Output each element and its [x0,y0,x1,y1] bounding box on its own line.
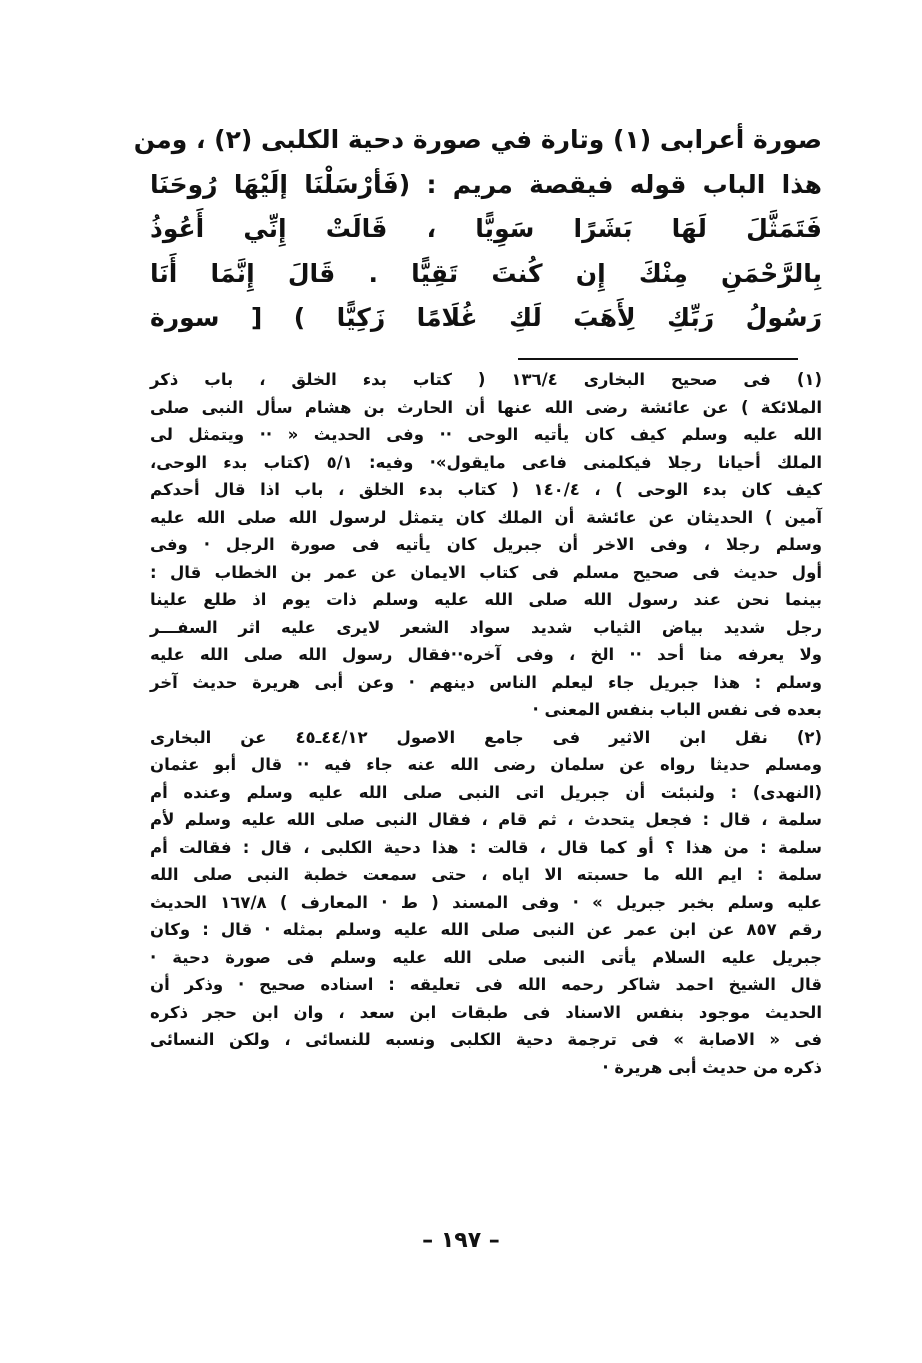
footnote-separator-rule [518,358,798,360]
footnote-line: أول حديث فى صحيح مسلم فى كتاب الايمان عن عمر بن الخطاب قال : [150,562,822,582]
footnote-line: الحديث موجود بنفس الاسناد فى طبقات ابن سعد ، وان ابن حجر ذكره [150,1002,822,1022]
footnotes-block [150,366,822,1081]
footnote-line: وسلم رجلا ، وفى الاخر أن جبريل كان يأتيه فى صورة الرجل · وفى [150,535,822,554]
footnote-line: وسلم : هذا جبريل جاء ليعلم الناس دينهم · وعن أبى هريرة حديث آخر [150,672,822,692]
main-text-line: هذا الباب قوله فيقصة مريم : (فَأرْسَلْنَا إلَيْهَا رُوحَنَا [150,169,822,199]
footnote-line: ذكره من حديث أبى هريرة · [602,1057,822,1077]
footnote-line: فى « الاصابة » فى ترجمة دحية الكلبى ونسبه للنسائى ، ولكن النسائى [150,1030,822,1049]
footnote-line: ولا يعرفه منا أحد ·· الخ ، وفى آخره··فقال رسول الله صلى الله عليه [150,645,822,664]
main-text-line: فَتَمَثَّلَ لَهَا بَشَرًا سَوِيًّا ، قَالَتْ إِنِّي أَعُوذُ [150,214,822,243]
footnote-line: قال الشيخ احمد شاكر رحمه الله فى تعليقه : اسناده صحيح · وذكر أن [150,975,822,994]
footnote-line: الملائكة ) عن عائشة رضى الله عنها أن الحارث بن هشام سأل النبى صلى [150,397,822,417]
footnote-line: عليه وسلم بخبر جبريل » · وفى المسند ( ط · المعارف ) ١٦٧/٨ الحديث [150,892,822,912]
footnote-line: بعده فى نفس الباب بنفس المعنى · [532,700,822,719]
footnote-line: رقم ٨٥٧ عن ابن عمر عن النبى صلى الله عليه وسلم بمثله · قال : وكان [150,920,822,939]
footnote-line: سلمة : من هذا ؟ أو كما قال ، قالت : هذا دحية الكلبى ، قال : فقالت أم [150,837,822,857]
footnote-line: (٢) نقل ابن الاثير فى جامع الاصول ٤٤/١٢ـ٤٥ عن البخارى [150,727,823,747]
footnote-line: بينما نحن عند رسول الله صلى الله عليه وسلم ذات يوم اذ طلع علينا [150,590,822,609]
footnote-line: (النهدى) : ولنبئت أن جبريل اتى النبى صلى الله عليه وسلم وعنده أم [150,782,822,802]
main-text-line: رَسُولُ رَبِّكِ لِأَهَبَ لَكِ غُلَامًا زَكِيًّا ) [ سورة [150,303,822,332]
footnote-line: رجل شديد بياض الثياب شديد سواد الشعر لايرى عليه اثر السفـــر [150,617,822,637]
main-text-block [133,118,822,341]
footnote-line: جبريل عليه السلام يأتى النبى صلى الله عليه وسلم فى صورة دحية · [150,947,822,967]
footnote-line: آمين ) الحديثان عن عائشة أن الملك كان يتمثل لرسول الله صلى الله عليه [150,507,822,527]
footnote-line: ومسلم حديثا رواه عن سلمان رضى الله عنه جاء فيه ·· قال أبو عثمان [150,755,822,774]
footnote-line: (١) فى صحيح البخارى ١٣٦/٤ ( كتاب بدء الخلق ، باب ذكر [150,370,822,389]
footnote-line: كيف كان بدء الوحى ) ، ١٤٠/٤ ( كتاب بدء الخلق ، باب اذا قال أحدكم [150,480,823,499]
footnote-line: سلمة : ايم الله ما حسبته الا اياه ، حتى سمعت خطبة النبى صلى الله [150,865,822,884]
main-text-line: صورة أعرابى (١) وتارة في صورة دحية الكلبى (٢) ، ومن [133,125,822,154]
main-text-line: بِالرَّحْمَنِ مِنْكَ إِن كُنتَ تَقِيًّا . قَالَ إِنَّمَا أَنَا [150,258,822,288]
page-number: – ١٩٧ – [422,1228,500,1253]
footnote-line: سلمة ، قال : فجعل يتحدث ، ثم قام ، فقال النبى صلى الله عليه وسلم لأم [150,810,822,829]
footnote-line: الله عليه وسلم كيف كان يأتيه الوحى ·· وفى الحديث « ·· ويتمثل لى [150,425,822,444]
footnote-line: الملك أحيانا رجلا فيكلمنى فاعى مايقول»· وفيه: ٥/١ (كتاب بدء الوحى، [150,452,823,472]
